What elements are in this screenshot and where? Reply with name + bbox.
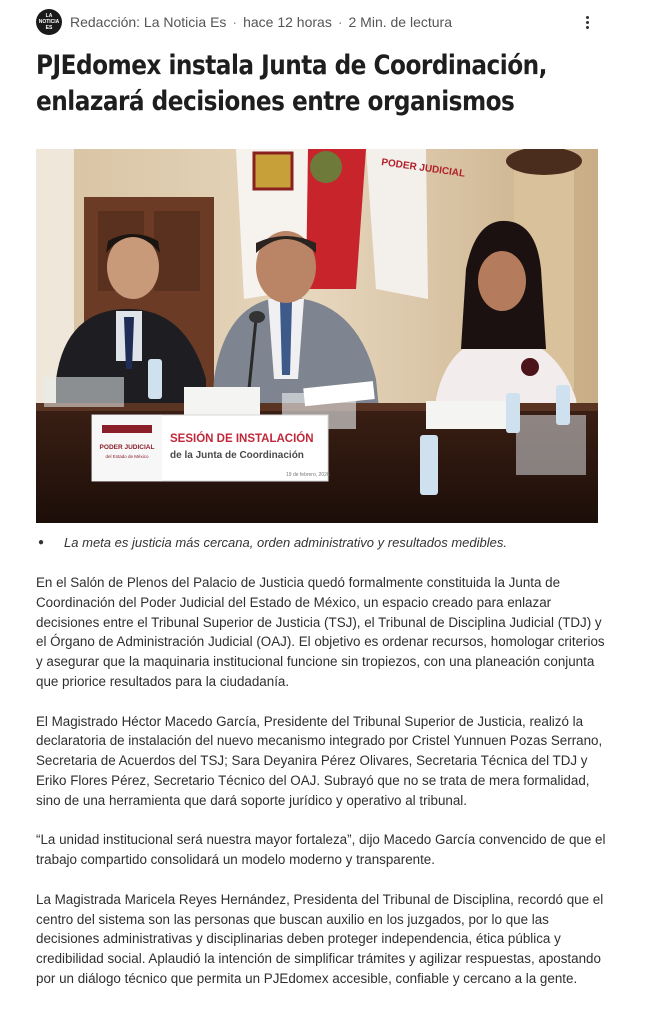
caption-text: La meta es justicia más cercana, orden administrativo y resultados medibles. [64,535,507,550]
session-banner [92,415,330,481]
article-paragraph: “La unidad institucional será nuestra mayor fortaleza”, dijo Macedo García convencido de que el trabajo compartido consolidará un modelo moderno y transparente. [36,832,606,868]
author-name[interactable]: Redacción: La Noticia Es [70,14,227,30]
caption-bullet-icon: ● [38,537,45,548]
photo-illustration [36,149,598,523]
article-meta [36,8,598,36]
publish-time: hace 12 horas [243,14,332,30]
banner-org: PODER JUDICIAL [99,444,155,451]
article-paragraph: En el Salón de Plenos del Palacio de Justicia quedó formalmente constituida la Junta de Coordinación del Poder Judicial del Estado de México, un espacio creado para enlazar decisiones entre el Tribunal Superior de Justicia (TSJ), el Tribunal de Disciplina Judicial (TDJ) y el Órgano de Administración Judicial (OAJ). El objetivo es ordenar recursos, homologar criterios y asegurar que la maquinaria institucional funcione sin tropiezos, con una planeación conjunta que priorice resultados para la ciudadanía. [36,575,605,689]
read-time: 2 Min. de lectura [348,14,452,30]
meta-separator: · [232,14,238,30]
article-photo[interactable] [36,149,598,523]
meta-separator: · [337,14,343,30]
author-avatar[interactable]: LA NOTICIA ES [36,9,62,35]
more-options-icon[interactable] [576,10,598,34]
article-paragraph: La Magistrada Maricela Reyes Hernández, Presidenta del Tribunal de Disciplina, recordó que el centro del sistema son las personas que buscan auxilio en los juzgados, por lo que las decisiones administrativas y disciplinarias deben proteger independencia, ética pública y credibilidad social. Aplaudió la intención de simplificar trámites y agilizar respuestas, apostando por un diálogo técnico que permita un PJEdomex accesible, confiable y cercano a la gente. [36,891,604,986]
banner-date: 19 de febrero, 2026 [286,472,330,478]
article-title: PJEdomex instala Junta de Coordinación, enlazará decisiones entre organismos [36,50,547,117]
meta-text [70,14,452,30]
article-paragraph: El Magistrado Héctor Macedo García, Presidente del Tribunal Superior de Justicia, realizó la declaratoria de instalación del nuevo mecanismo integrado por Cristel Yunnuen Pozas Serrano, Secretaria de Acuerdos del TSJ; Sara Deyanira Pérez Olivares, Secretaria Técnica del TDJ y Eriko Flores Pérez, Secretario Técnico del OAJ. Subrayó que no se trata de mera formalidad, sino de una herramienta que dará soporte jurídico y operativo al tribunal. [36,713,603,808]
photo-caption [36,535,616,550]
flag-label: PODER JUDICIAL [380,157,466,180]
banner-title-1: SESIÓN DE INSTALACIÓN [170,433,314,445]
article-body [36,573,606,1009]
banner-title-2: de la Junta de Coordinación [170,450,304,461]
banner-org-sub: del Estado de México [105,454,149,459]
